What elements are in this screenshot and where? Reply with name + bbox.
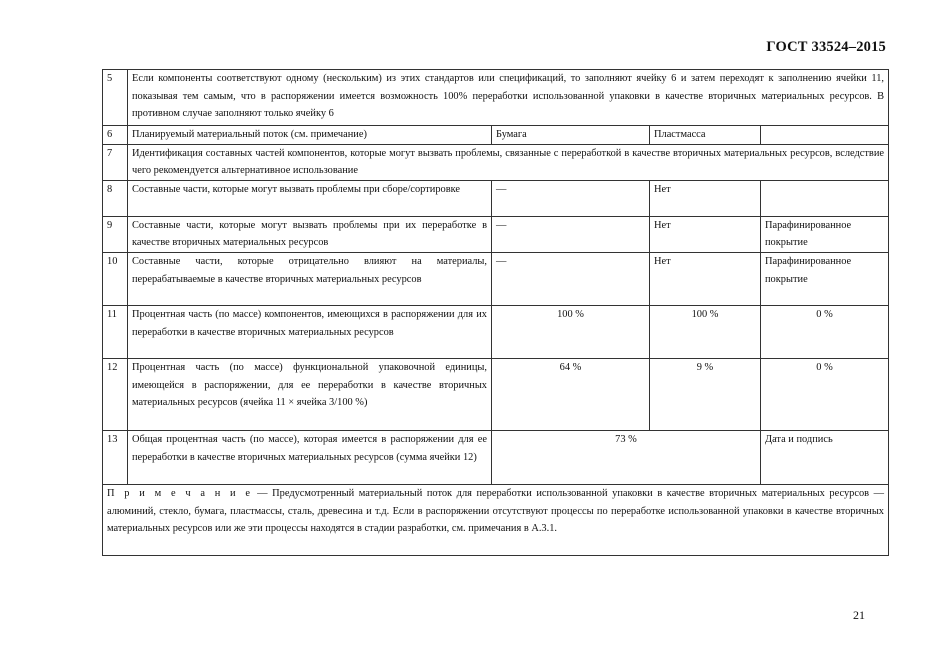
row-label: Общая процентная часть (по массе), которая имеется в распоряжении для ее переработки в качестве вторичных материальных ресурсов (сумма ячейки 12) — [128, 430, 492, 484]
note-prefix: П р и м е ч а н и е — [107, 487, 253, 499]
evaluation-table — [102, 69, 889, 556]
table-row — [103, 144, 889, 180]
cell-paper: — — [492, 180, 650, 216]
cell-plastic: 9 % — [650, 358, 761, 430]
table-row — [103, 358, 889, 430]
row-label: Процентная часть (по массе) функциональной упаковочной единицы, имеющейся в распоряжении, для ее переработки в качестве вторичных материальных ресурсов (ячейка 11 × ячейка 3/100 %) — [128, 358, 492, 430]
row-number: 11 — [103, 305, 128, 358]
table-row — [103, 216, 889, 252]
cell-other: Парафинированное покрытие — [761, 216, 889, 252]
cell-other: 0 % — [761, 358, 889, 430]
table-row — [103, 70, 889, 126]
cell-other — [761, 126, 889, 145]
table-row — [103, 484, 889, 555]
table-row — [103, 180, 889, 216]
row-number: 8 — [103, 180, 128, 216]
row-number: 7 — [103, 144, 128, 180]
row-label: Составные части, которые могут вызвать проблемы при их переработке в качестве вторичных материальных ресурсов — [128, 216, 492, 252]
row-label: Составные части, которые могут вызвать проблемы при сборе/сортировке — [128, 180, 492, 216]
cell-paper: 100 % — [492, 305, 650, 358]
cell-other — [761, 180, 889, 216]
table-note — [103, 484, 889, 555]
table-row — [103, 252, 889, 305]
row-label: Составные части, которые отрицательно влияют на материалы, перерабатываемые в качестве вторичных материальных ресурсов — [128, 252, 492, 305]
row-label: Процентная часть (по массе) компонентов, имеющихся в распоряжении для их переработки в качестве вторичных материальных ресурсов — [128, 305, 492, 358]
row-number: 6 — [103, 126, 128, 145]
row-number: 13 — [103, 430, 128, 484]
cell-paper: — — [492, 252, 650, 305]
cell-plastic: Пластмасса — [650, 126, 761, 145]
row-label: Планируемый материальный поток (см. примечание) — [128, 126, 492, 145]
row-number: 12 — [103, 358, 128, 430]
cell-other: Парафинированное покрытие — [761, 252, 889, 305]
table-row — [103, 126, 889, 145]
standard-header: ГОСТ 33524–2015 — [766, 39, 886, 55]
cell-plastic: Нет — [650, 252, 761, 305]
table-row — [103, 305, 889, 358]
cell-plastic: 100 % — [650, 305, 761, 358]
cell-other: 0 % — [761, 305, 889, 358]
row-number: 10 — [103, 252, 128, 305]
cell-signature: Дата и подпись — [761, 430, 889, 484]
row-number: 5 — [103, 70, 128, 126]
row-number: 9 — [103, 216, 128, 252]
page-number: 21 — [853, 608, 865, 622]
table-row — [103, 430, 889, 484]
cell-total: 73 % — [492, 430, 761, 484]
cell-paper: 64 % — [492, 358, 650, 430]
cell-plastic: Нет — [650, 216, 761, 252]
row-text: Идентификация составных частей компонентов, которые могут вызвать проблемы, связанные с переработкой в качестве вторичных материальных ресурсов, вследствие чего рекомендуется альтернативное использование — [128, 144, 889, 180]
cell-paper: — — [492, 216, 650, 252]
row-text: Если компоненты соответствуют одному (нескольким) из этих стандартов или спецификаций, то заполняют ячейку 6 и затем переходят к заполнению ячейки 11, показывая тем самым, что в распоряжении имеется возможность 100% переработки использованной упаковки в качестве вторичных материальных ресурсов. В противном случае заполняют только ячейку 6 — [128, 70, 889, 126]
cell-plastic: Нет — [650, 180, 761, 216]
note-text: — Предусмотренный материальный поток для переработки использованной упаковки в качестве вторичных материальных ресурсов — алюминий, стекло, бумага, пластмассы, сталь, древесина и т.д. Если в распоряжении отсутствуют процессы по переработке использованной упаковки в качестве вторичных материальных ресурсов или же эти процессы находятся в стадии разработки, см. примечания в А.3.1. — [107, 487, 885, 535]
cell-paper: Бумага — [492, 126, 650, 145]
